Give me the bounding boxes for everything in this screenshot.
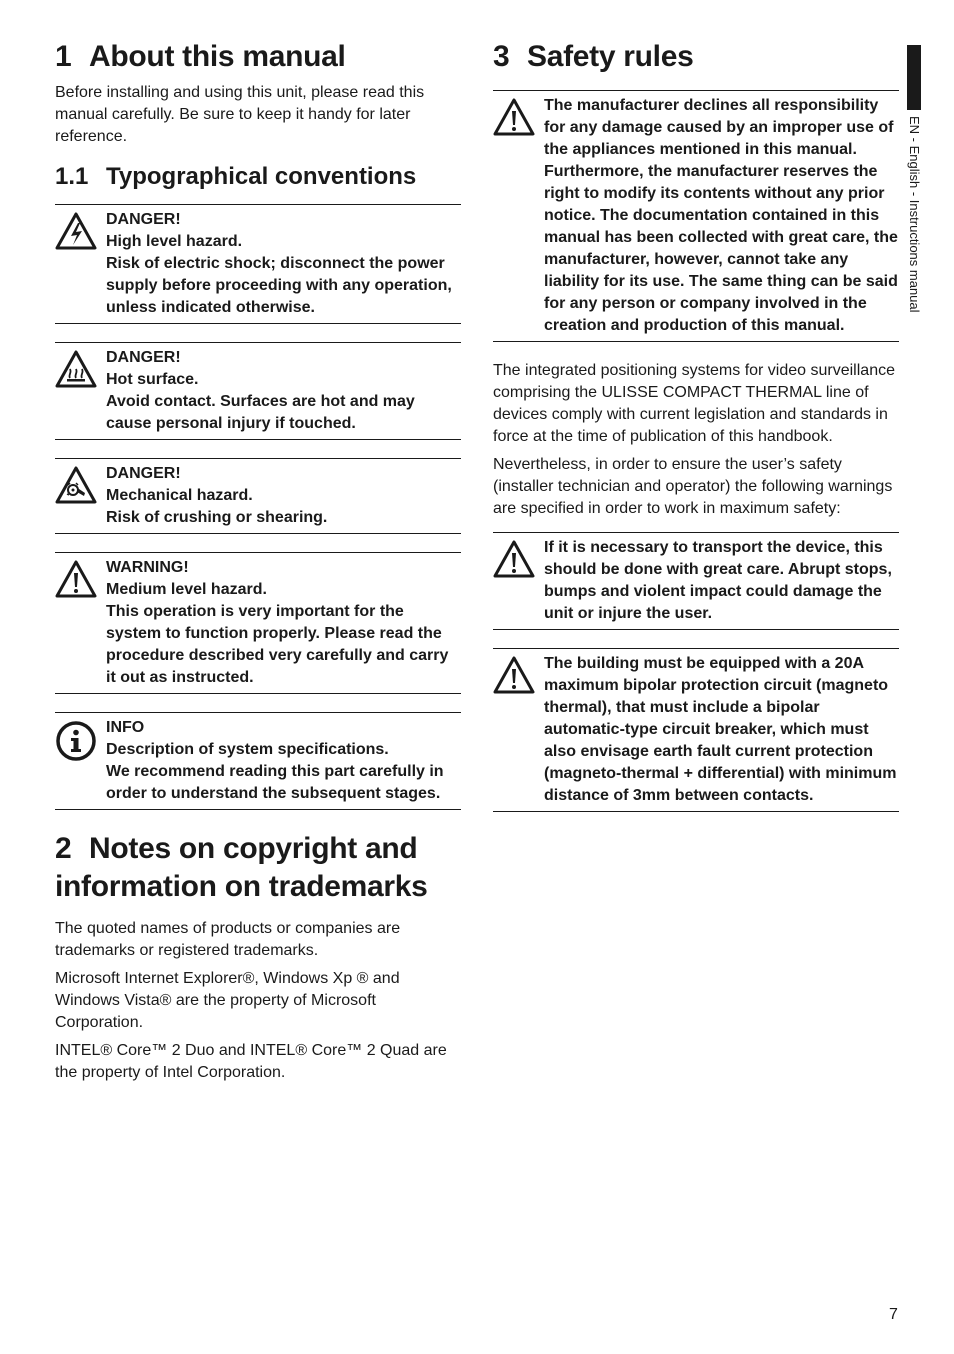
side-language-label: EN - English - Instructions manual (907, 116, 922, 313)
section-2-paragraph: INTEL® Core™ 2 Duo and INTEL® Core™ 2 Quad are the property of Intel Corporation. (55, 1042, 447, 1081)
manufacturer-disclaimer-box: The manufacturer declines all responsibility for any damage caused by an improper use of the appliances mentioned in this manual. Furthermore, the manufacturer reserves the right to modify its contents without any prior notice. The documentation contained in this manual has been collected with great care, the manufacturer, however, cannot take any liability for its use. The same thing can be said for any person or company involved in the creation and production of this manual. (493, 90, 899, 342)
exclamation-warning-icon (493, 653, 544, 694)
transport-warning-box: If it is necessary to transport the device, this should be done with great care. Abrupt stops, bumps and violent impact could damage the unit or injure the user. (493, 532, 899, 630)
section-3-paragraph: The integrated positioning systems for video surveillance comprising the ULISSE COMPACT THERMAL line of devices comply with current legislation and standards in force at the time of publication of this handbook. (493, 362, 895, 445)
info-icon (55, 717, 106, 762)
hot-surface-warning-icon (55, 347, 106, 388)
exclamation-warning-icon (493, 95, 544, 136)
electric-shock-warning-icon (55, 209, 106, 250)
danger-hot-surface-box: DANGER! Hot surface. Avoid contact. Surfaces are hot and may cause personal injury if touched. (55, 342, 461, 440)
left-column (55, 38, 461, 1084)
danger-electric-box: DANGER! High level hazard. Risk of electric shock; disconnect the power supply before proceeding with any operation, unless indicated otherwise. (55, 204, 461, 324)
section-2-heading: 2 Notes on copyright and information on trademarks (55, 832, 428, 903)
side-tab-marker (907, 45, 921, 110)
section-3-paragraph: Nevertheless, in order to ensure the user’s safety (installer technician and operator) the following warnings are specified in order to work in maximum safety: (493, 456, 893, 517)
exclamation-warning-icon (55, 557, 106, 598)
mechanical-hazard-warning-icon (55, 463, 106, 504)
building-protection-warning-box: The building must be equipped with a 20A maximum bipolar protection circuit (magneto thermal), that must include a bipolar automatic-type circuit breaker, which must also envisage earth fault current protection (magneto-thermal + differential) with minimum distance of 3mm between contacts. (493, 648, 899, 812)
page-number: 7 (889, 1306, 898, 1323)
section-1-1-heading: 1.1 Typographical conventions (55, 163, 417, 190)
exclamation-warning-icon (493, 537, 544, 578)
section-1-intro: Before installing and using this unit, please read this manual carefully. Be sure to keep it handy for later reference. (55, 84, 425, 145)
section-3-heading: 3 Safety rules (493, 40, 694, 73)
section-2-paragraph: Microsoft Internet Explorer®, Windows Xp ® and Windows Vista® are the property of Microsoft Corporation. (55, 970, 400, 1031)
warning-box: WARNING! Medium level hazard. This operation is very important for the system to function properly. Please read the procedure described very carefully and carry it out as instructed. (55, 552, 461, 694)
section-1-heading: 1 About this manual (55, 40, 346, 73)
danger-mechanical-box: DANGER! Mechanical hazard. Risk of crushing or shearing. (55, 458, 461, 534)
section-2-paragraph: The quoted names of products or companies are trademarks or registered trademarks. (55, 920, 401, 959)
right-column (493, 38, 899, 830)
info-box: INFO Description of system specifications. We recommend reading this part carefully in order to understand the subsequent stages. (55, 712, 461, 810)
